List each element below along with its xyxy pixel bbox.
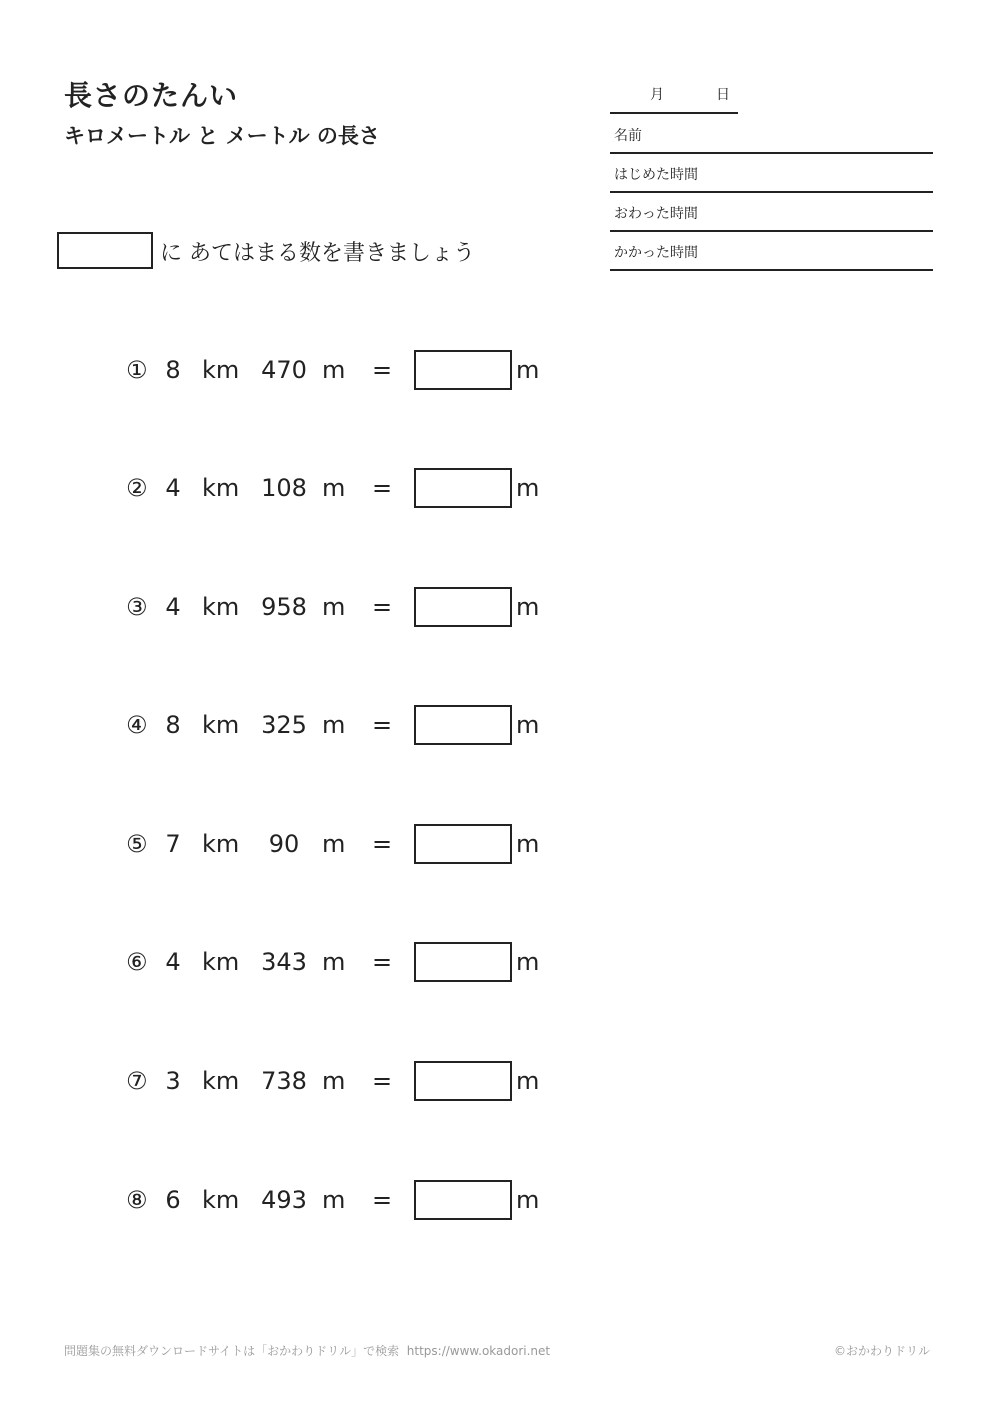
answer-box[interactable] (414, 942, 512, 982)
answer-unit: m (516, 593, 540, 621)
problem-number: ⑦ (126, 1067, 148, 1095)
elapsed-time-field[interactable] (610, 231, 933, 271)
copyright: ©おかわりドリル (833, 1344, 930, 1358)
instruction-text: に あてはまる数を書きましょう (160, 241, 475, 266)
problem-row (0, 587, 1000, 629)
name-field[interactable] (610, 114, 933, 154)
m-unit: m (322, 948, 346, 976)
month-label: 月 (650, 87, 664, 103)
equals-sign: = (372, 474, 393, 502)
m-unit: m (322, 356, 346, 384)
m-value: 90 (268, 830, 300, 858)
problem-row (0, 1180, 1000, 1222)
km-unit: km (202, 593, 240, 621)
m-unit: m (322, 1186, 346, 1214)
m-value: 108 (261, 474, 307, 502)
m-value: 325 (261, 711, 307, 739)
km-unit: km (202, 948, 240, 976)
answer-unit: m (516, 1067, 540, 1095)
answer-box[interactable] (414, 468, 512, 508)
km-value: 7 (165, 830, 181, 858)
m-value: 343 (261, 948, 307, 976)
problem-number: ⑥ (126, 948, 148, 976)
equals-sign: = (372, 593, 393, 621)
m-unit: m (322, 830, 346, 858)
date-field[interactable] (610, 84, 738, 114)
km-unit: km (202, 1067, 240, 1095)
km-unit: km (202, 1186, 240, 1214)
name-label: 名前 (614, 128, 642, 144)
answer-unit: m (516, 711, 540, 739)
equals-sign: = (372, 830, 393, 858)
equals-sign: = (372, 948, 393, 976)
km-value: 4 (165, 948, 181, 976)
problem-number: ⑤ (126, 830, 148, 858)
m-value: 470 (261, 356, 307, 384)
answer-unit: m (516, 1186, 540, 1214)
km-unit: km (202, 830, 240, 858)
equals-sign: = (372, 1186, 393, 1214)
answer-unit: m (516, 356, 540, 384)
km-value: 4 (165, 593, 181, 621)
problem-row (0, 1061, 1000, 1103)
problem-row (0, 942, 1000, 984)
problem-row (0, 350, 1000, 392)
problem-row (0, 824, 1000, 866)
end-time-label: おわった時間 (614, 206, 698, 222)
answer-box[interactable] (414, 705, 512, 745)
problem-number: ② (126, 474, 148, 502)
problem-row (0, 468, 1000, 510)
answer-box[interactable] (414, 350, 512, 390)
answer-box[interactable] (414, 1061, 512, 1101)
start-time-label: はじめた時間 (614, 167, 698, 183)
km-unit: km (202, 711, 240, 739)
answer-unit: m (516, 474, 540, 502)
page-subtitle: キロメートル と メートル の長さ (64, 124, 380, 148)
equals-sign: = (372, 356, 393, 384)
instruction-example-box (57, 232, 153, 269)
km-value: 4 (165, 474, 181, 502)
end-time-field[interactable] (610, 192, 933, 232)
answer-unit: m (516, 948, 540, 976)
page-title: 長さのたんい (64, 79, 239, 112)
m-unit: m (322, 1067, 346, 1095)
km-value: 6 (165, 1186, 181, 1214)
problem-number: ① (126, 356, 148, 384)
m-value: 958 (261, 593, 307, 621)
day-label: 日 (716, 87, 730, 103)
start-time-field[interactable] (610, 153, 933, 193)
equals-sign: = (372, 1067, 393, 1095)
answer-unit: m (516, 830, 540, 858)
km-unit: km (202, 356, 240, 384)
problem-number: ⑧ (126, 1186, 148, 1214)
m-unit: m (322, 593, 346, 621)
km-unit: km (202, 474, 240, 502)
answer-box[interactable] (414, 587, 512, 627)
m-unit: m (322, 711, 346, 739)
problem-number: ④ (126, 711, 148, 739)
equals-sign: = (372, 711, 393, 739)
m-value: 493 (261, 1186, 307, 1214)
problem-row (0, 705, 1000, 747)
km-value: 3 (165, 1067, 181, 1095)
km-value: 8 (165, 711, 181, 739)
problem-number: ③ (126, 593, 148, 621)
elapsed-time-label: かかった時間 (614, 245, 698, 261)
km-value: 8 (165, 356, 181, 384)
answer-box[interactable] (414, 1180, 512, 1220)
answer-box[interactable] (414, 824, 512, 864)
m-value: 738 (261, 1067, 307, 1095)
m-unit: m (322, 474, 346, 502)
footer-note: 問題集の無料ダウンロードサイトは「おかわりドリル」で検索 https://www.okadori.net (64, 1344, 551, 1358)
